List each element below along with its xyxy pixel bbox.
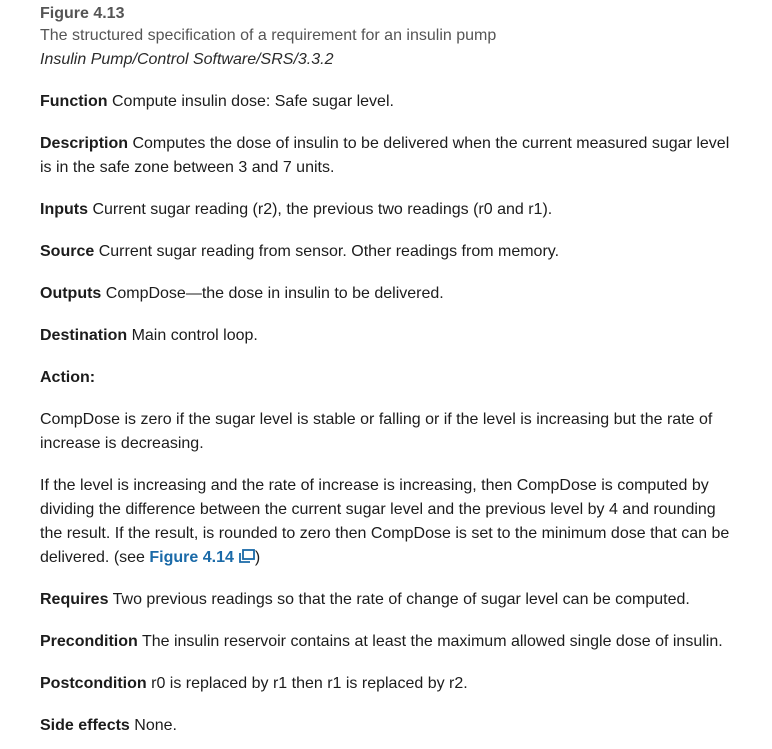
figure-path: Insulin Pump/Control Software/SRS/3.3.2 xyxy=(40,51,334,68)
action-paragraph-2 xyxy=(40,474,742,570)
requires-term: Requires xyxy=(40,591,109,608)
description-text: Computes the dose of insulin to be delivered when the current measured sugar level is in the safe zone between 3 and 7 units. xyxy=(40,135,730,176)
source-text: Current sugar reading from sensor. Other readings from memory. xyxy=(98,243,560,260)
description-field xyxy=(40,132,742,180)
action-paragraph-2-end: ) xyxy=(254,549,261,566)
precondition-field xyxy=(40,630,742,654)
figure-4-14-link[interactable] xyxy=(149,549,254,566)
destination-text: Main control loop. xyxy=(131,327,258,344)
requires-field xyxy=(40,588,742,612)
outputs-text: CompDose—the dose in insulin to be delivered. xyxy=(105,285,444,302)
side-effects-text: None. xyxy=(134,717,177,734)
open-in-new-window-icon[interactable] xyxy=(238,549,255,564)
function-term: Function xyxy=(40,93,108,110)
postcondition-text: r0 is replaced by r1 then r1 is replaced by r2. xyxy=(151,675,468,692)
destination-term: Destination xyxy=(40,327,128,344)
action-paragraph-1: CompDose is zero if the sugar level is stable or falling or if the level is increasing but the rate of increase is decreasing. xyxy=(40,411,713,452)
destination-field xyxy=(40,324,742,348)
precondition-term: Precondition xyxy=(40,633,138,650)
side-effects-term: Side effects xyxy=(40,717,130,734)
requires-text: Two previous readings so that the rate of change of sugar level can be computed. xyxy=(112,591,690,608)
action-heading xyxy=(40,366,742,390)
inputs-text: Current sugar reading (r2), the previous two readings (r0 and r1). xyxy=(92,201,553,218)
function-text: Compute insulin dose: Safe sugar level. xyxy=(112,93,394,110)
action-term: Action: xyxy=(40,369,96,386)
figure-label: Figure 4.13 xyxy=(40,5,125,22)
function-field xyxy=(40,90,742,114)
inputs-field xyxy=(40,198,742,222)
inputs-term: Inputs xyxy=(40,201,88,218)
postcondition-term: Postcondition xyxy=(40,675,147,692)
figure-caption: The structured specification of a requirement for an insulin pump xyxy=(40,27,497,44)
action-paragraph-2-text: If the level is increasing and the rate of increase is increasing, then CompDose is computed by dividing the difference between the current sugar level and the previous level by 4 and rounding the result. If the result, is rounded to zero then CompDose is set to the minimum dose that can be delivered. (see xyxy=(40,477,730,566)
source-term: Source xyxy=(40,243,95,260)
description-term: Description xyxy=(40,135,129,152)
postcondition-field xyxy=(40,672,742,696)
side-effects-field xyxy=(40,714,742,738)
outputs-field xyxy=(40,282,742,306)
outputs-term: Outputs xyxy=(40,285,102,302)
figure-4-14-link-text[interactable]: Figure 4.14 xyxy=(149,549,234,566)
precondition-text: The insulin reservoir contains at least the maximum allowed single dose of insulin. xyxy=(141,633,723,650)
source-field xyxy=(40,240,742,264)
